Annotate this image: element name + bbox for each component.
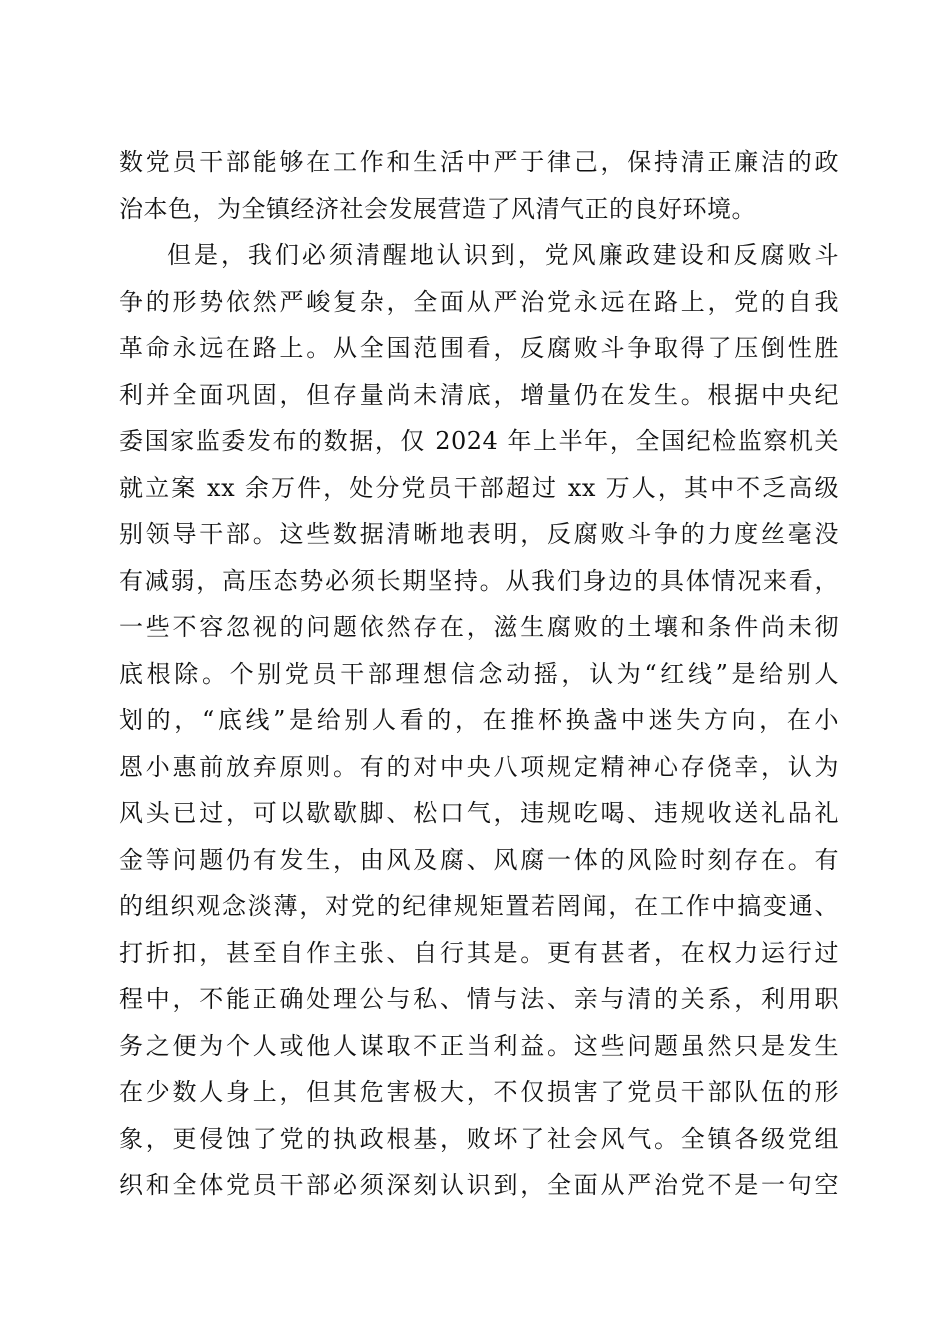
- text-line-14: 恩小惠前放弃原则。有的对中央八项规定精神心存侥幸，认为: [119, 752, 839, 781]
- text-line-11: 一些不容忽视的问题依然存在，滋生腐败的土壤和条件尚未彻: [119, 613, 839, 641]
- text-line-10: 有减弱，高压态势必须长期坚持。从我们身边的具体情况来看，: [119, 566, 839, 595]
- text-line-8: 就立案 xx 余万件，处分党员干部超过 xx 万人，其中不乏高级: [119, 473, 839, 502]
- text-line-3: 但是，我们必须清醒地认识到，党风廉政建设和反腐败斗: [167, 241, 839, 269]
- text-line-20: 务之便为个人或他人谋取不正当利益。这些问题虽然只是发生: [119, 1031, 839, 1060]
- text-line-18: 打折扣，甚至自作主张、自行其是。更有甚者，在权力运行过: [119, 938, 839, 967]
- text-line-12: 底根除。个别党员干部理想信念动摇，认为“红线”是给别人: [119, 659, 839, 688]
- text-line-5: 革命永远在路上。从全国范围看，反腐败斗争取得了压倒性胜: [119, 334, 839, 362]
- text-line-9: 别领导干部。这些数据清晰地表明，反腐败斗争的力度丝毫没: [119, 520, 839, 548]
- text-line-19: 程中，不能正确处理公与私、情与法、亲与清的关系，利用职: [119, 985, 839, 1013]
- text-line-17: 的组织观念淡薄，对党的纪律规矩置若罔闻，在工作中搞变通、: [119, 892, 839, 920]
- text-line-7: 委国家监委发布的数据，仅 2024 年上半年，全国纪检监察机关: [119, 427, 839, 455]
- text-line-4: 争的形势依然严峻复杂，全面从严治党永远在路上，党的自我: [119, 287, 839, 316]
- text-line-2: 治本色，为全镇经济社会发展营造了风清气正的良好环境。: [119, 194, 756, 223]
- text-line-21: 在少数人身上，但其危害极大，不仅损害了党员干部队伍的形: [119, 1078, 839, 1106]
- text-line-16: 金等问题仍有发生，由风及腐、风腐一体的风险时刻存在。有: [119, 845, 839, 874]
- text-line-23: 织和全体党员干部必须深刻认识到，全面从严治党不是一句空: [119, 1171, 839, 1199]
- text-line-15: 风头已过，可以歇歇脚、松口气，违规吃喝、违规收送礼品礼: [119, 799, 839, 827]
- text-line-6: 利并全面巩固，但存量尚未清底，增量仍在发生。根据中央纪: [119, 380, 839, 409]
- text-line-22: 象，更侵蚀了党的执政根基，败坏了社会风气。全镇各级党组: [119, 1124, 839, 1153]
- text-line-13: 划的，“底线”是给别人看的，在推杯换盏中迷失方向，在小: [119, 706, 839, 734]
- text-line-1: 数党员干部能够在工作和生活中严于律己，保持清正廉洁的政: [119, 148, 839, 176]
- body-text: [119, 139, 839, 1209]
